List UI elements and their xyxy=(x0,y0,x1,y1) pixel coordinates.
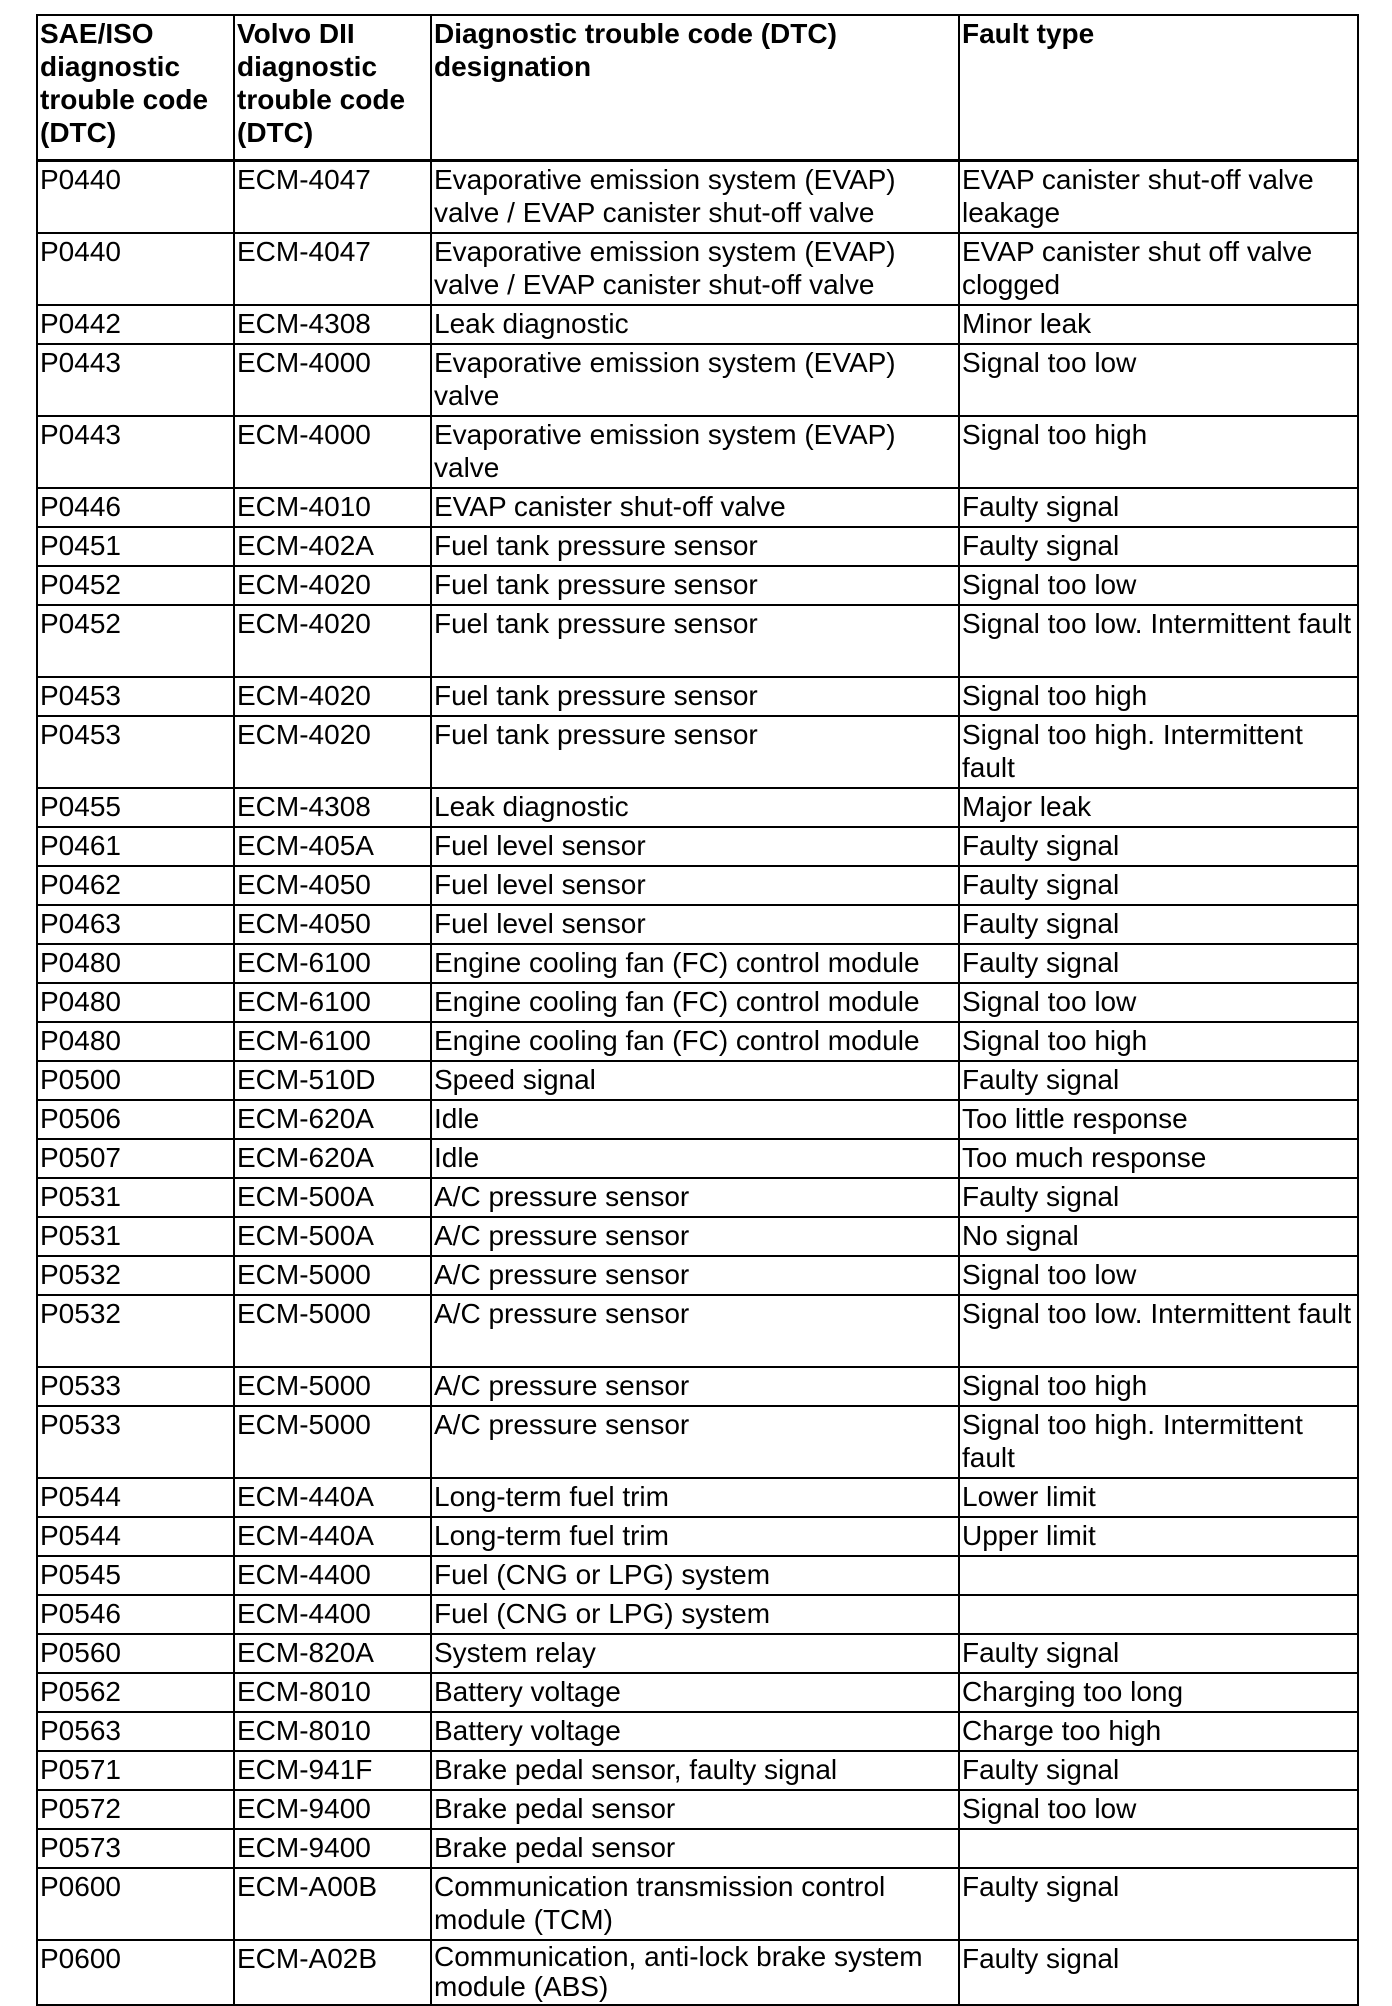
sae-iso-code-cell: P0480 xyxy=(37,944,234,983)
volvo-dii-code-cell: ECM-4050 xyxy=(234,905,431,944)
header-dtc-designation: Diagnostic trouble code (DTC) designation xyxy=(431,15,959,161)
table-row xyxy=(37,1673,1358,1712)
volvo-dii-code-cell: ECM-402A xyxy=(234,527,431,566)
volvo-dii-code-cell: ECM-4400 xyxy=(234,1556,431,1595)
volvo-dii-code-cell: ECM-500A xyxy=(234,1217,431,1256)
designation-cell: Evaporative emission system (EVAP) valve / EVAP canister shut-off valve xyxy=(431,233,959,305)
sae-iso-code-cell: P0571 xyxy=(37,1751,234,1790)
table-row xyxy=(37,1406,1358,1478)
volvo-dii-code-cell: ECM-620A xyxy=(234,1139,431,1178)
fault-type-cell: Faulty signal xyxy=(959,527,1358,566)
volvo-dii-code-cell: ECM-4020 xyxy=(234,677,431,716)
fault-type-cell: Signal too low xyxy=(959,1790,1358,1829)
table-row xyxy=(37,1595,1358,1634)
table-row xyxy=(37,233,1358,305)
sae-iso-code-cell: P0600 xyxy=(37,1940,234,2005)
fault-type-cell: Faulty signal xyxy=(959,1634,1358,1673)
volvo-dii-code-cell: ECM-5000 xyxy=(234,1367,431,1406)
fault-type-cell: Lower limit xyxy=(959,1478,1358,1517)
table-row xyxy=(37,1022,1358,1061)
fault-type-cell: Faulty signal xyxy=(959,1751,1358,1790)
sae-iso-code-cell: P0533 xyxy=(37,1367,234,1406)
fault-type-cell: No signal xyxy=(959,1217,1358,1256)
header-fault-type: Fault type xyxy=(959,15,1358,161)
table-row xyxy=(37,416,1358,488)
fault-type-cell: Signal too low xyxy=(959,1256,1358,1295)
sae-iso-code-cell: P0531 xyxy=(37,1217,234,1256)
sae-iso-code-cell: P0532 xyxy=(37,1256,234,1295)
designation-cell: A/C pressure sensor xyxy=(431,1367,959,1406)
volvo-dii-code-cell: ECM-405A xyxy=(234,827,431,866)
sae-iso-code-cell: P0452 xyxy=(37,605,234,677)
volvo-dii-code-cell: ECM-5000 xyxy=(234,1295,431,1367)
fault-type-cell: Signal too low. Intermittent fault xyxy=(959,1295,1358,1367)
designation-cell: Battery voltage xyxy=(431,1673,959,1712)
volvo-dii-code-cell: ECM-4400 xyxy=(234,1595,431,1634)
volvo-dii-code-cell: ECM-4020 xyxy=(234,716,431,788)
designation-cell: EVAP canister shut-off valve xyxy=(431,488,959,527)
table-row xyxy=(37,983,1358,1022)
fault-type-cell: Faulty signal xyxy=(959,944,1358,983)
fault-type-cell: Signal too low xyxy=(959,983,1358,1022)
table-row xyxy=(37,605,1358,677)
designation-cell: Long-term fuel trim xyxy=(431,1517,959,1556)
table-row xyxy=(37,1256,1358,1295)
table-row xyxy=(37,305,1358,344)
sae-iso-code-cell: P0572 xyxy=(37,1790,234,1829)
sae-iso-code-cell: P0440 xyxy=(37,233,234,305)
designation-cell: Leak diagnostic xyxy=(431,788,959,827)
table-row xyxy=(37,1139,1358,1178)
table-row xyxy=(37,827,1358,866)
sae-iso-code-cell: P0546 xyxy=(37,1595,234,1634)
designation-cell: Fuel tank pressure sensor xyxy=(431,677,959,716)
volvo-dii-code-cell: ECM-4047 xyxy=(234,233,431,305)
table-row xyxy=(37,1751,1358,1790)
volvo-dii-code-cell: ECM-A02B xyxy=(234,1940,431,2005)
designation-cell: Idle xyxy=(431,1100,959,1139)
volvo-dii-code-cell: ECM-4000 xyxy=(234,416,431,488)
sae-iso-code-cell: P0453 xyxy=(37,716,234,788)
sae-iso-code-cell: P0506 xyxy=(37,1100,234,1139)
fault-type-cell: Signal too high xyxy=(959,416,1358,488)
sae-iso-code-cell: P0480 xyxy=(37,1022,234,1061)
fault-type-cell: Signal too high xyxy=(959,1367,1358,1406)
sae-iso-code-cell: P0452 xyxy=(37,566,234,605)
table-row xyxy=(37,1178,1358,1217)
header-volvo-dii-dtc: Volvo DII diagnostic trouble code (DTC) xyxy=(234,15,431,161)
fault-type-cell: Faulty signal xyxy=(959,1061,1358,1100)
sae-iso-code-cell: P0455 xyxy=(37,788,234,827)
table-row xyxy=(37,1940,1358,2005)
volvo-dii-code-cell: ECM-4000 xyxy=(234,344,431,416)
designation-cell: Engine cooling fan (FC) control module xyxy=(431,944,959,983)
fault-type-cell: Signal too high. Intermittent fault xyxy=(959,716,1358,788)
designation-cell: Fuel level sensor xyxy=(431,905,959,944)
volvo-dii-code-cell: ECM-4308 xyxy=(234,788,431,827)
fault-type-cell: EVAP canister shut-off valve leakage xyxy=(959,161,1358,233)
fault-type-cell: Faulty signal xyxy=(959,1940,1358,2005)
designation-cell: Communication transmission control module (TCM) xyxy=(431,1868,959,1940)
sae-iso-code-cell: P0507 xyxy=(37,1139,234,1178)
volvo-dii-code-cell: ECM-510D xyxy=(234,1061,431,1100)
table-row xyxy=(37,944,1358,983)
sae-iso-code-cell: P0533 xyxy=(37,1406,234,1478)
volvo-dii-code-cell: ECM-9400 xyxy=(234,1829,431,1868)
sae-iso-code-cell: P0451 xyxy=(37,527,234,566)
designation-cell: Fuel tank pressure sensor xyxy=(431,605,959,677)
fault-type-cell: Charging too long xyxy=(959,1673,1358,1712)
designation-cell: A/C pressure sensor xyxy=(431,1217,959,1256)
volvo-dii-code-cell: ECM-4308 xyxy=(234,305,431,344)
designation-cell xyxy=(431,1940,959,2005)
fault-type-cell: Faulty signal xyxy=(959,1868,1358,1940)
table-row xyxy=(37,1712,1358,1751)
table-row xyxy=(37,1100,1358,1139)
sae-iso-code-cell: P0462 xyxy=(37,866,234,905)
fault-type-cell: Charge too high xyxy=(959,1712,1358,1751)
table-row xyxy=(37,1061,1358,1100)
sae-iso-code-cell: P0532 xyxy=(37,1295,234,1367)
fault-type-cell: EVAP canister shut off valve clogged xyxy=(959,233,1358,305)
volvo-dii-code-cell: ECM-4020 xyxy=(234,566,431,605)
table-row xyxy=(37,527,1358,566)
table-row xyxy=(37,677,1358,716)
designation-cell: Fuel level sensor xyxy=(431,827,959,866)
designation-cell: Brake pedal sensor, faulty signal xyxy=(431,1751,959,1790)
sae-iso-code-cell: P0573 xyxy=(37,1829,234,1868)
sae-iso-code-cell: P0453 xyxy=(37,677,234,716)
designation-cell: Idle xyxy=(431,1139,959,1178)
designation-cell: Fuel level sensor xyxy=(431,866,959,905)
table-row xyxy=(37,1217,1358,1256)
designation-cell: Brake pedal sensor xyxy=(431,1829,959,1868)
designation-cell: A/C pressure sensor xyxy=(431,1178,959,1217)
table-row xyxy=(37,161,1358,233)
designation-cell: Battery voltage xyxy=(431,1712,959,1751)
sae-iso-code-cell: P0480 xyxy=(37,983,234,1022)
table-row xyxy=(37,1790,1358,1829)
fault-type-cell: Signal too low xyxy=(959,344,1358,416)
designation-cell: System relay xyxy=(431,1634,959,1673)
table-row xyxy=(37,866,1358,905)
designation-cell: Engine cooling fan (FC) control module xyxy=(431,1022,959,1061)
designation-cell: Evaporative emission system (EVAP) valve xyxy=(431,344,959,416)
volvo-dii-code-cell: ECM-440A xyxy=(234,1478,431,1517)
volvo-dii-code-cell: ECM-5000 xyxy=(234,1256,431,1295)
fault-type-cell: Minor leak xyxy=(959,305,1358,344)
volvo-dii-code-cell: ECM-500A xyxy=(234,1178,431,1217)
volvo-dii-code-cell: ECM-A00B xyxy=(234,1868,431,1940)
sae-iso-code-cell: P0562 xyxy=(37,1673,234,1712)
volvo-dii-code-cell: ECM-620A xyxy=(234,1100,431,1139)
fault-type-cell: Upper limit xyxy=(959,1517,1358,1556)
table-row xyxy=(37,488,1358,527)
fault-type-cell: Signal too low. Intermittent fault xyxy=(959,605,1358,677)
table-row xyxy=(37,1634,1358,1673)
fault-type-cell: Too little response xyxy=(959,1100,1358,1139)
volvo-dii-code-cell: ECM-6100 xyxy=(234,983,431,1022)
fault-type-cell: Faulty signal xyxy=(959,866,1358,905)
fault-type-cell: Too much response xyxy=(959,1139,1358,1178)
header-row xyxy=(37,15,1358,161)
fault-type-cell: Signal too high xyxy=(959,677,1358,716)
fault-type-cell: Faulty signal xyxy=(959,905,1358,944)
designation-cell: Evaporative emission system (EVAP) valve xyxy=(431,416,959,488)
designation-cell: Long-term fuel trim xyxy=(431,1478,959,1517)
designation-cell: Brake pedal sensor xyxy=(431,1790,959,1829)
designation-cell: Evaporative emission system (EVAP) valve / EVAP canister shut-off valve xyxy=(431,161,959,233)
table-row xyxy=(37,1868,1358,1940)
volvo-dii-code-cell: ECM-820A xyxy=(234,1634,431,1673)
sae-iso-code-cell: P0560 xyxy=(37,1634,234,1673)
table-header xyxy=(37,15,1358,161)
sae-iso-code-cell: P0463 xyxy=(37,905,234,944)
fault-type-cell: Signal too high. Intermittent fault xyxy=(959,1406,1358,1478)
volvo-dii-code-cell: ECM-4047 xyxy=(234,161,431,233)
designation-cell: Engine cooling fan (FC) control module xyxy=(431,983,959,1022)
designation-cell: A/C pressure sensor xyxy=(431,1406,959,1478)
designation-cell: Leak diagnostic xyxy=(431,305,959,344)
fault-type-cell: Signal too high xyxy=(959,1022,1358,1061)
sae-iso-code-cell: P0544 xyxy=(37,1478,234,1517)
fault-type-cell xyxy=(959,1595,1358,1634)
sae-iso-code-cell: P0563 xyxy=(37,1712,234,1751)
table-row xyxy=(37,788,1358,827)
sae-iso-code-cell: P0531 xyxy=(37,1178,234,1217)
table-body xyxy=(37,161,1358,2005)
table-row xyxy=(37,566,1358,605)
fault-type-cell: Faulty signal xyxy=(959,827,1358,866)
volvo-dii-code-cell: ECM-9400 xyxy=(234,1790,431,1829)
designation-cell: Fuel tank pressure sensor xyxy=(431,716,959,788)
designation-cell: A/C pressure sensor xyxy=(431,1256,959,1295)
table-row xyxy=(37,716,1358,788)
fault-type-cell: Faulty signal xyxy=(959,488,1358,527)
sae-iso-code-cell: P0446 xyxy=(37,488,234,527)
volvo-dii-code-cell: ECM-8010 xyxy=(234,1673,431,1712)
table-row xyxy=(37,1478,1358,1517)
sae-iso-code-cell: P0600 xyxy=(37,1868,234,1940)
designation-cell: Fuel (CNG or LPG) system xyxy=(431,1595,959,1634)
designation-cell: Fuel (CNG or LPG) system xyxy=(431,1556,959,1595)
volvo-dii-code-cell: ECM-4010 xyxy=(234,488,431,527)
table-row xyxy=(37,1517,1358,1556)
fault-type-cell xyxy=(959,1556,1358,1595)
sae-iso-code-cell: P0500 xyxy=(37,1061,234,1100)
sae-iso-code-cell: P0545 xyxy=(37,1556,234,1595)
table-row xyxy=(37,1829,1358,1868)
sae-iso-code-cell: P0544 xyxy=(37,1517,234,1556)
designation-cell: Fuel tank pressure sensor xyxy=(431,527,959,566)
header-sae-iso-dtc: SAE/ISO diagnostic trouble code (DTC) xyxy=(37,15,234,161)
designation-cell: Fuel tank pressure sensor xyxy=(431,566,959,605)
fault-type-cell: Signal too low xyxy=(959,566,1358,605)
table-row xyxy=(37,905,1358,944)
sae-iso-code-cell: P0443 xyxy=(37,416,234,488)
sae-iso-code-cell: P0442 xyxy=(37,305,234,344)
volvo-dii-code-cell: ECM-6100 xyxy=(234,1022,431,1061)
volvo-dii-code-cell: ECM-6100 xyxy=(234,944,431,983)
volvo-dii-code-cell: ECM-8010 xyxy=(234,1712,431,1751)
table-row xyxy=(37,1295,1358,1367)
volvo-dii-code-cell: ECM-4050 xyxy=(234,866,431,905)
volvo-dii-code-cell: ECM-4020 xyxy=(234,605,431,677)
volvo-dii-code-cell: ECM-440A xyxy=(234,1517,431,1556)
fault-type-cell: Faulty signal xyxy=(959,1178,1358,1217)
sae-iso-code-cell: P0440 xyxy=(37,161,234,233)
designation-cell: A/C pressure sensor xyxy=(431,1295,959,1367)
volvo-dii-code-cell: ECM-5000 xyxy=(234,1406,431,1478)
fault-type-cell: Major leak xyxy=(959,788,1358,827)
table-row xyxy=(37,1556,1358,1595)
sae-iso-code-cell: P0443 xyxy=(37,344,234,416)
volvo-dii-code-cell: ECM-941F xyxy=(234,1751,431,1790)
sae-iso-code-cell: P0461 xyxy=(37,827,234,866)
fault-type-cell xyxy=(959,1829,1358,1868)
designation-text: Communication, anti-lock brake system module (ABS) xyxy=(434,1940,923,2002)
designation-cell: Speed signal xyxy=(431,1061,959,1100)
dtc-table xyxy=(36,14,1359,2006)
table-row xyxy=(37,344,1358,416)
table-row xyxy=(37,1367,1358,1406)
